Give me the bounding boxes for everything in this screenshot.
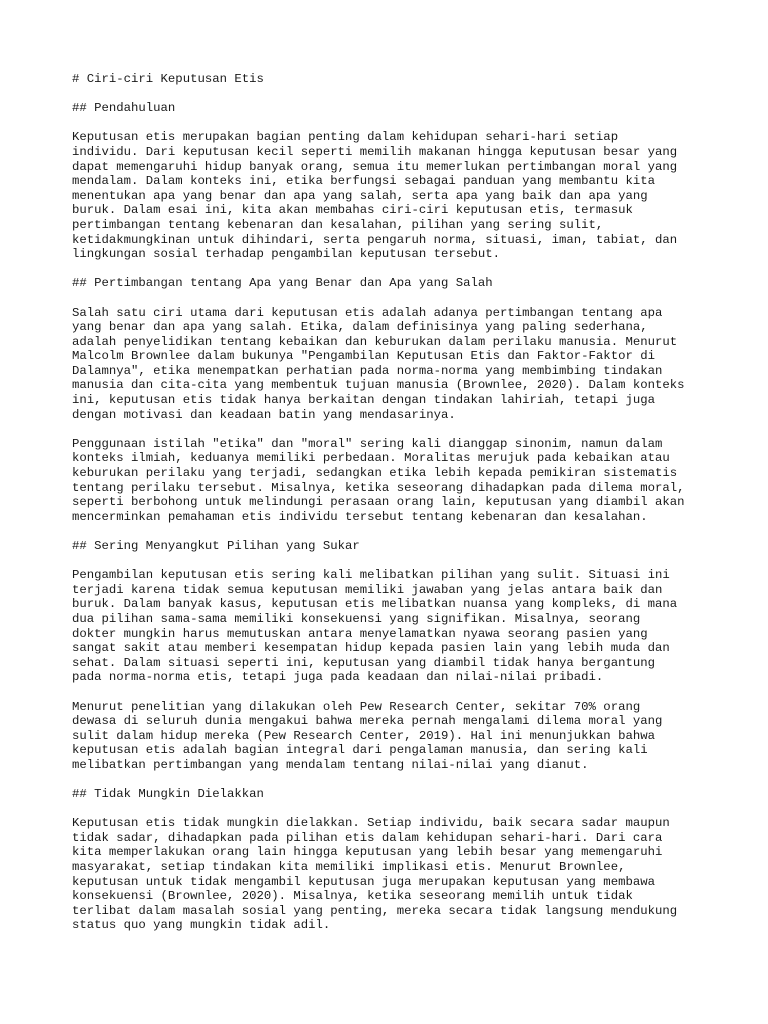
text-line: konsekuensi (Brownlee, 2020). Misalnya, ketika seseorang memilih untuk tidak <box>72 889 633 904</box>
heading-text: # Ciri-ciri Keputusan Etis <box>72 72 264 86</box>
blank-line <box>72 773 712 788</box>
text-line: dokter mungkin harus memutuskan antara menyelamatkan nyawa seorang pasien yang <box>72 626 648 641</box>
text-line: sangat sakit atau memberi kesempatan hidup kepada pasien lain yang lebih muda dan <box>72 641 670 656</box>
heading-text: ## Sering Menyangkut Pilihan yang Sukar <box>72 539 360 553</box>
text-line: tidak sadar, dihadapkan pada pilihan etis dalam kehidupan sehari-hari. Dari cara <box>72 830 663 845</box>
text-line: keputusan untuk tidak mengambil keputusan juga merupakan keputusan yang membawa <box>72 874 655 889</box>
paragraph <box>72 130 712 261</box>
text-line: kita memperlakukan orang lain hingga keputusan yang lebih besar yang memengaruhi <box>72 845 663 860</box>
text-line: pada norma-norma etis, tetapi juga pada keadaan dan nilai-nilai pribadi. <box>72 670 604 685</box>
blank-line <box>72 422 712 437</box>
text-line: konteks ilmiah, keduanya memiliki perbedaan. Moralitas merujuk pada kebaikan atau <box>72 451 670 466</box>
text-line: mendalam. Dalam konteks ini, etika berfungsi sebagai panduan yang membantu kita <box>72 174 655 189</box>
text-line: melibatkan pertimbangan yang mendalam tentang nilai-nilai yang dianut. <box>72 757 589 772</box>
text-line: keputusan etis adalah bagian integral dari pengalaman manusia, dan sering kali <box>72 743 648 758</box>
blank-line <box>72 554 712 569</box>
text-line: dapat memengaruhi hidup banyak orang, semua itu memerlukan pertimbangan moral yang <box>72 159 678 174</box>
text-line: Penggunaan istilah "etika" dan "moral" sering kali dianggap sinonim, namun dalam <box>72 436 663 451</box>
text-line: status quo yang mungkin tidak adil. <box>72 918 331 933</box>
text-line: adalah penyelidikan tentang kebaikan dan keburukan dalam perilaku manusia. Menurut <box>72 334 678 349</box>
text-line: menentukan apa yang benar dan apa yang salah, serta apa yang baik dan apa yang <box>72 188 648 203</box>
text-line: pertimbangan tentang kebenaran dan kesalahan, pilihan yang sering sulit, <box>72 217 604 232</box>
text-line: Dalamnya", etika menempatkan perhatian pada norma-norma yang membimbing tindakan <box>72 363 663 378</box>
blank-line <box>72 87 712 102</box>
text-line: Keputusan etis merupakan bagian penting dalam kehidupan sehari-hari setiap <box>72 130 619 145</box>
text-line: individu. Dari keputusan kecil seperti memilih makanan hingga keputusan besar yang <box>72 144 678 159</box>
text-line: buruk. Dalam esai ini, kita akan membahas ciri-ciri keputusan etis, termasuk <box>72 203 633 218</box>
text-line: dewasa di seluruh dunia mengakui bahwa mereka pernah mengalami dilema moral yang <box>72 714 663 729</box>
text-line: tentang perilaku tersebut. Misalnya, ketika seseorang dihadapkan pada dilema moral, <box>72 480 685 495</box>
text-line: terlibat dalam masalah sosial yang penting, mereka secara tidak langsung mendukung <box>72 903 678 918</box>
text-line: mencerminkan pemahaman etis individu tersebut tentang kebenaran dan kesalahan. <box>72 509 648 524</box>
text-line: sulit dalam hidup mereka (Pew Research Center, 2019). Hal ini menunjukkan bahwa <box>72 728 655 743</box>
blank-line <box>72 685 712 700</box>
blank-line <box>72 524 712 539</box>
text-line: dengan motivasi dan keadaan batin yang mendasarinya. <box>72 407 456 422</box>
paragraph <box>72 816 712 933</box>
section-heading <box>72 276 712 291</box>
section-heading <box>72 101 712 116</box>
text-line: sehat. Dalam situasi seperti ini, keputusan yang diambil tidak hanya bergantung <box>72 655 655 670</box>
text-line: Keputusan etis tidak mungkin dielakkan. Setiap individu, baik secara sadar maupun <box>72 816 670 831</box>
section-heading <box>72 539 712 554</box>
text-line: terjadi karena tidak semua keputusan memiliki jawaban yang jelas antara baik dan <box>72 582 663 597</box>
heading-text: ## Pertimbangan tentang Apa yang Benar dan Apa yang Salah <box>72 276 493 291</box>
section-heading <box>72 72 712 87</box>
blank-line <box>72 291 712 306</box>
text-line: ini, keputusan etis tidak hanya berkaitan dengan tindakan lahiriah, tetapi juga <box>72 393 655 408</box>
text-line: Malcolm Brownlee dalam bukunya "Pengambilan Keputusan Etis dan Faktor-Faktor di <box>72 349 655 364</box>
paragraph <box>72 700 712 773</box>
text-line: dua pilihan sama-sama memiliki konsekuensi yang signifikan. Misalnya, seorang <box>72 611 641 626</box>
text-line: lingkungan sosial terhadap pengambilan keputusan tersebut. <box>72 247 501 262</box>
text-line: Pengambilan keputusan etis sering kali melibatkan pilihan yang sulit. Situasi ini <box>72 568 670 583</box>
blank-line <box>72 116 712 131</box>
text-line: yang benar dan apa yang salah. Etika, dalam definisinya yang paling sederhana, <box>72 320 648 335</box>
blank-line <box>72 802 712 817</box>
text-line: seperti berbohong untuk melindungi perasaan orang lain, keputusan yang diambil akan <box>72 495 685 510</box>
text-line: masyarakat, setiap tindakan kita memiliki implikasi etis. Menurut Brownlee, <box>72 860 626 875</box>
text-line: Menurut penelitian yang dilakukan oleh Pew Research Center, sekitar 70% orang <box>72 699 641 714</box>
text-line: ketidakmungkinan untuk dihindari, serta pengaruh norma, situasi, iman, tabiat, dan <box>72 232 678 247</box>
heading-text: ## Pendahuluan <box>72 101 176 116</box>
text-line: manusia dan cita-cita yang membentuk tujuan manusia (Brownlee, 2020). Dalam konteks <box>72 378 685 393</box>
document-page <box>72 72 712 933</box>
heading-text: ## Tidak Mungkin Dielakkan <box>72 787 264 802</box>
paragraph <box>72 568 712 685</box>
text-line: buruk. Dalam banyak kasus, keputusan etis melibatkan nuansa yang kompleks, di mana <box>72 597 678 612</box>
section-heading <box>72 787 712 802</box>
blank-line <box>72 262 712 277</box>
paragraph <box>72 306 712 423</box>
text-line: keburukan perilaku yang terjadi, sedangkan etika lebih kepada pemikiran sistematis <box>72 466 678 481</box>
paragraph <box>72 437 712 525</box>
text-line: Salah satu ciri utama dari keputusan etis adalah adanya pertimbangan tentang apa <box>72 305 663 320</box>
